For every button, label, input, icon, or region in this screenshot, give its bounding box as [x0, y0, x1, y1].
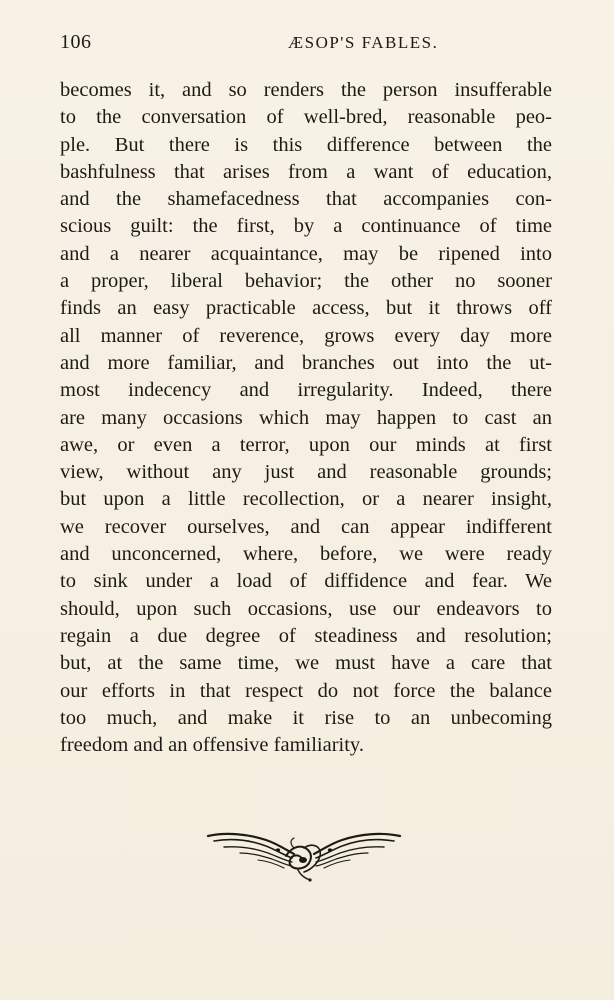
decorative-tailpiece-icon — [206, 826, 402, 882]
text-line: and more familiar, and branches out into the ut- — [60, 351, 552, 374]
text-line: to the conversation of well-bred, reasonable peo- — [60, 106, 552, 129]
text-line: finds an easy practicable access, but it throws off — [60, 297, 552, 320]
text-line: scious guilt: the first, by a continuance of time — [60, 215, 552, 238]
text-line: and the shamefacedness that accompanies con- — [60, 188, 552, 211]
text-line: bashfulness that arises from a want of education, — [60, 160, 552, 183]
text-line: becomes it, and so renders the person insufferable — [60, 79, 552, 101]
running-title: ÆSOP'S FABLES. — [288, 33, 439, 52]
text-line: and unconcerned, where, before, we were ready — [60, 543, 552, 566]
text-line: awe, or even a terror, upon our minds at first — [60, 433, 552, 456]
page-number: 106 — [60, 31, 92, 53]
text-line: regain a due degree of steadiness and resolution; — [60, 624, 552, 647]
text-line: all manner of reverence, grows every day more — [60, 324, 552, 347]
text-line: to sink under a load of diffidence and fear. We — [60, 570, 552, 593]
text-line: are many occasions which may happen to cast an — [60, 406, 552, 429]
text-line: we recover ourselves, and can appear indifferent — [60, 515, 552, 538]
text-line: our efforts in that respect do not force the balance — [60, 679, 552, 702]
text-line: and a nearer acquaintance, may be ripened into — [60, 242, 552, 265]
text-line: too much, and make it rise to an unbecoming — [60, 706, 552, 729]
text-line: but upon a little recollection, or a nearer insight, — [60, 488, 552, 511]
text-line: most indecency and irregularity. Indeed, there — [60, 379, 552, 402]
text-line: view, without any just and reasonable grounds; — [60, 461, 552, 484]
body-text — [60, 77, 552, 759]
text-line: ple. But there is this difference between the — [60, 133, 552, 156]
page-header — [60, 31, 554, 59]
text-line: should, upon such occasions, use our endeavors to — [60, 597, 552, 620]
text-line: a proper, liberal behavior; the other no sooner — [60, 270, 552, 293]
text-line: freedom and an offensive familiarity. — [60, 734, 364, 757]
text-line: but, at the same time, we must have a care that — [60, 652, 552, 675]
